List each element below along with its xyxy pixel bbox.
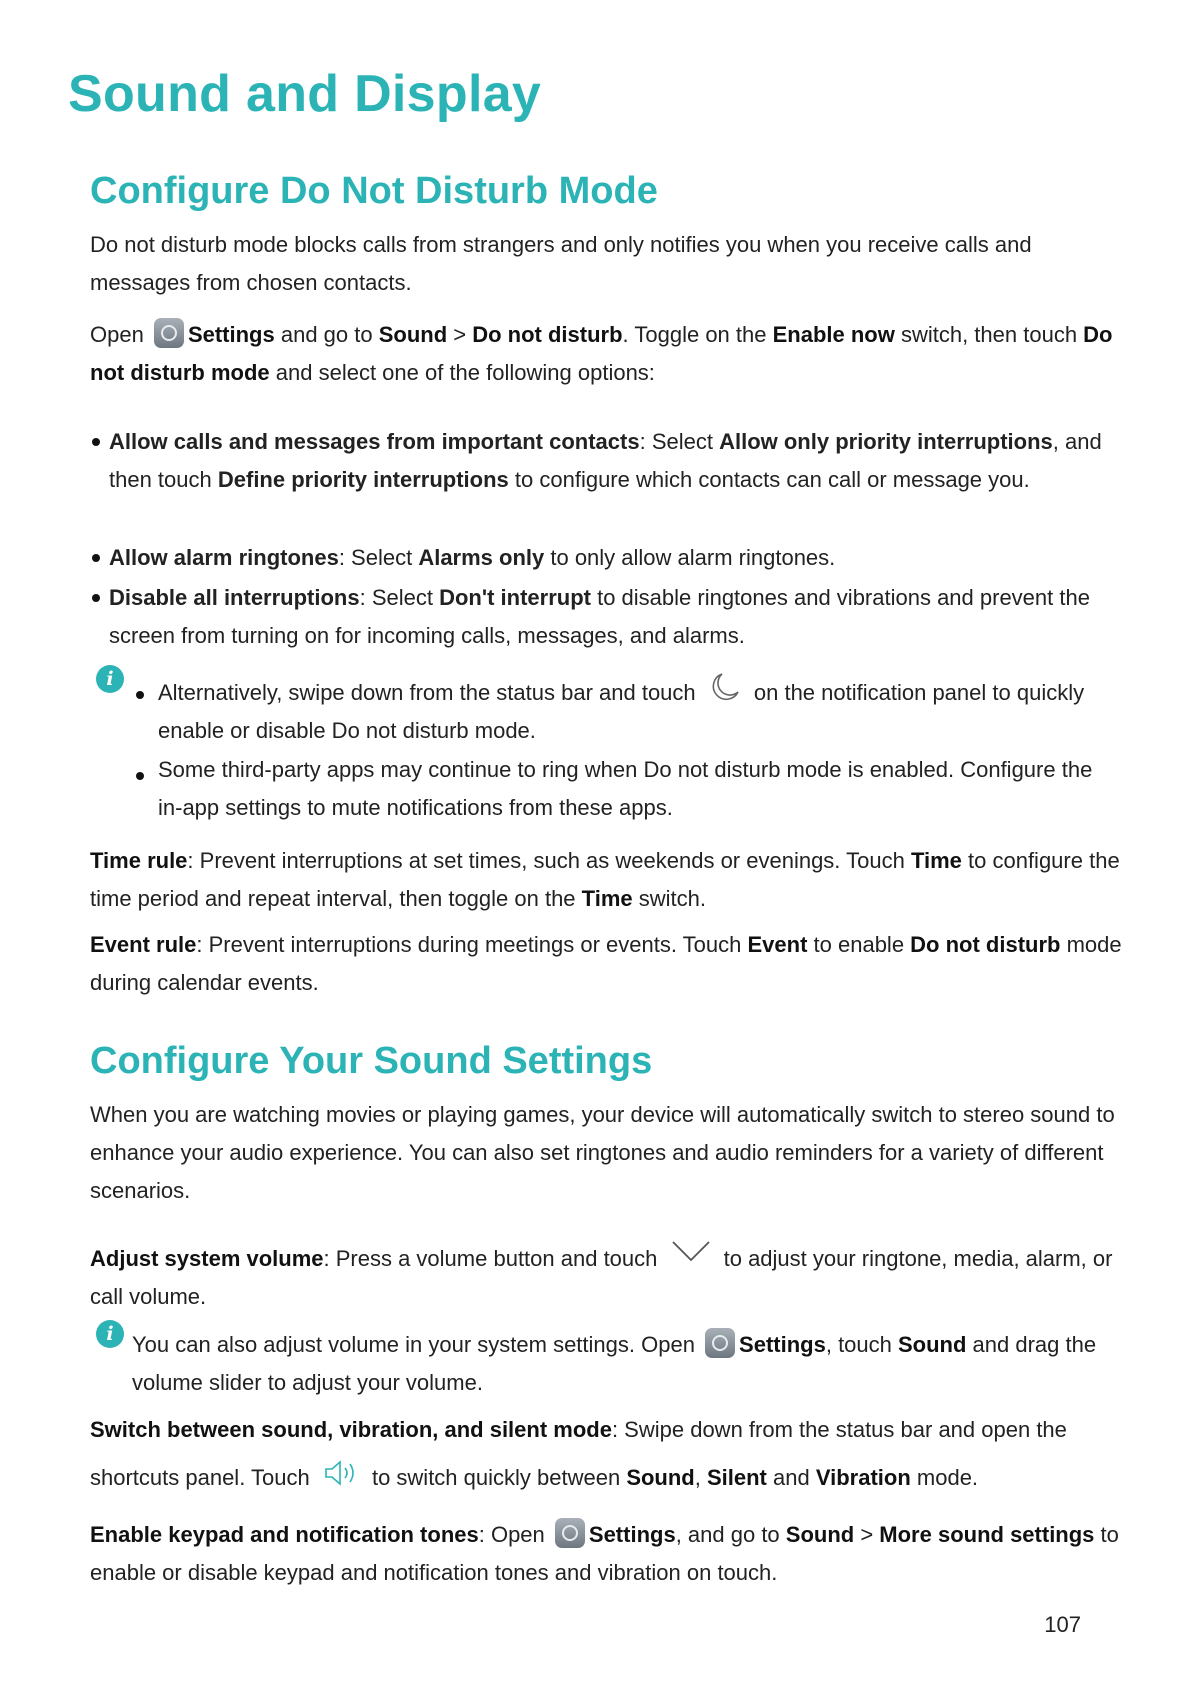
time-rule: Time rule: Prevent interruptions at set times, such as weekends or evenings. Touch Time to configure the time period and repeat interval, then toggle on the Time switch. [90, 848, 1120, 911]
page-number: 107 [1044, 1612, 1081, 1637]
list-item: Allow calls and messages from important contacts: Select Allow only priority interruptions, and then touch Define priority interruptions to configure which contacts can call or message you. [109, 429, 1102, 492]
bullet-icon [136, 772, 144, 780]
page-title: Sound and Display [68, 65, 542, 123]
list-item: Disable all interruptions: Select Don't interrupt to disable ringtones and vibrations and prevent the screen from turning on for incoming calls, messages, and alarms. [109, 585, 1090, 648]
bullet-icon [92, 594, 100, 602]
bullet-icon [136, 691, 144, 699]
note-item: Some third-party apps may continue to ring when Do not disturb mode is enabled. Configure the in-app settings to mute notifications from these apps. [158, 757, 1093, 820]
info-icon: i [96, 1320, 124, 1348]
settings-icon [154, 318, 184, 348]
list-item: Allow alarm ringtones: Select Alarms only to only allow alarm ringtones. [109, 545, 836, 570]
keypad-tones: Enable keypad and notification tones: Open Settings, and go to Sound > More sound settings to enable or disable keypad and notification tones and vibration on touch. [90, 1516, 1130, 1592]
moon-icon [708, 670, 742, 704]
adjust-volume: Adjust system volume: Press a volume button and touch to adjust your ringtone, media, alarm, or call volume. [90, 1236, 1130, 1316]
event-rule: Event rule: Prevent interruptions during meetings or events. Touch Event to enable Do not disturb mode during calendar events. [90, 932, 1122, 995]
dnd-open-instructions: Open Settings and go to Sound > Do not disturb. Toggle on the Enable now switch, then touch Do not disturb mode and select one of the following options: [90, 316, 1130, 392]
speaker-icon [322, 1457, 360, 1489]
chevron-down-icon [670, 1236, 712, 1266]
switch-mode: Switch between sound, vibration, and silent mode: Swipe down from the status bar and open the shortcuts panel. Touch to switch quickly between Sound, Silent and Vibration mode. [90, 1417, 1067, 1490]
bullet-icon [92, 438, 100, 446]
settings-icon [555, 1518, 585, 1548]
dnd-intro: Do not disturb mode blocks calls from strangers and only notifies you when you receive calls and messages from chosen contacts. [90, 232, 1032, 295]
sound-intro: When you are watching movies or playing games, your device will automatically switch to stereo sound to enhance your audio experience. You can also set ringtones and audio reminders for a variety of different scenarios. [90, 1102, 1115, 1203]
section-heading-sound: Configure Your Sound Settings [90, 1040, 653, 1082]
note-item: Alternatively, swipe down from the status bar and touch on the notification panel to quickly enable or disable Do not disturb mode. [158, 670, 1118, 750]
settings-icon [705, 1328, 735, 1358]
info-icon: i [96, 665, 124, 693]
volume-note: You can also adjust volume in your system settings. Open Settings, touch Sound and drag the volume slider to adjust your volume. [132, 1326, 1132, 1402]
bullet-icon [92, 554, 100, 562]
section-heading-dnd: Configure Do Not Disturb Mode [90, 170, 658, 212]
